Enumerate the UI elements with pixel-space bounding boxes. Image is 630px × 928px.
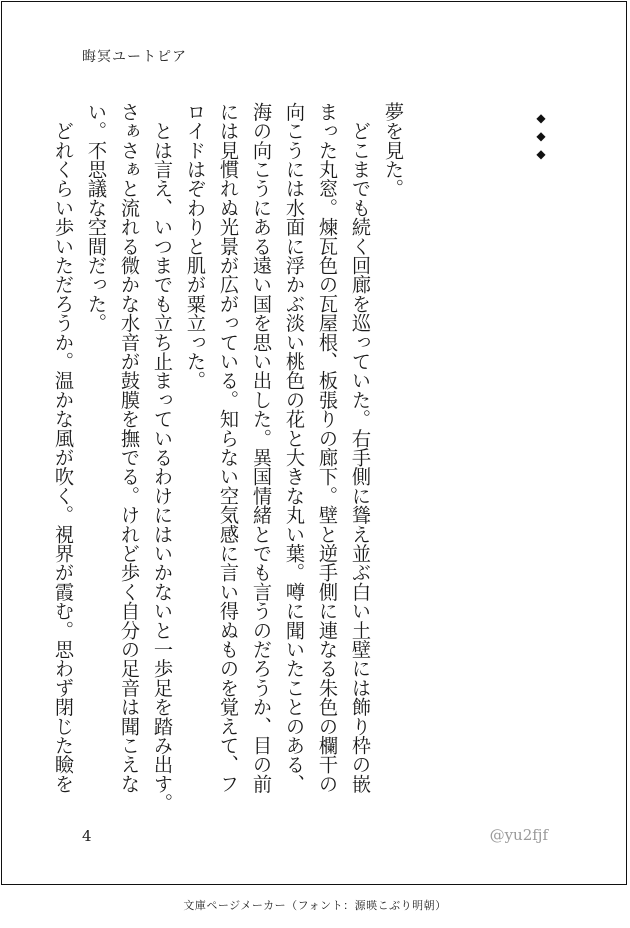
text-column: とは言え、いつまでも立ち止まっているわけにはいかないと一歩足を踏み出す。 — [151, 102, 174, 813]
ornament-diamond-icon-3: ◆ — [536, 147, 546, 161]
text-column: 海の向こうにある遠い国を思い出した。異国情緒とでも言うのだろうか、目の前 — [250, 102, 273, 794]
vertical-body-text — [52, 102, 410, 813]
book-page — [1, 1, 627, 885]
text-column: い。不思議な空間だった。 — [85, 102, 108, 333]
text-column: ロイドはぞわりと肌が粟立った。 — [184, 102, 207, 390]
ornament-diamond-icon-2: ◆ — [536, 129, 546, 143]
running-header-title: 晦冥ユートピア — [82, 49, 187, 65]
text-column: には見慣れぬ光景が広がっている。知らない空気感に言い得ぬものを覚えて、フ — [217, 102, 240, 794]
text-column: さぁさぁと流れる微かな水音が鼓膜を撫でる。けれど歩く自分の足音は聞こえな — [118, 102, 141, 794]
text-column: 向こうには水面に浮かぶ淡い桃色の花と大きな丸い葉。噂に聞いたことのある、 — [283, 102, 306, 794]
text-column: どれくらい歩いただろうか。温かな風が吹く。視界が霞む。思わず閉じた瞼を — [52, 102, 75, 794]
text-column: まった丸窓。煉瓦色の瓦屋根、板張りの廊下。壁と逆手側に連なる朱色の欄干の — [316, 102, 339, 794]
page-number: 4 — [82, 827, 92, 845]
generator-credit: 文庫ページメーカー（フォント：源暎こぶり明朝） — [183, 899, 447, 912]
text-column: どこまでも続く回廊を巡っていた。右手側に聳え並ぶ白い土壁には飾り枠の嵌 — [349, 102, 372, 794]
author-handle: @yu2fjf — [489, 826, 548, 844]
ornament-diamond-icon-1: ◆ — [536, 111, 546, 125]
text-column: 夢を見た。 — [382, 102, 405, 198]
